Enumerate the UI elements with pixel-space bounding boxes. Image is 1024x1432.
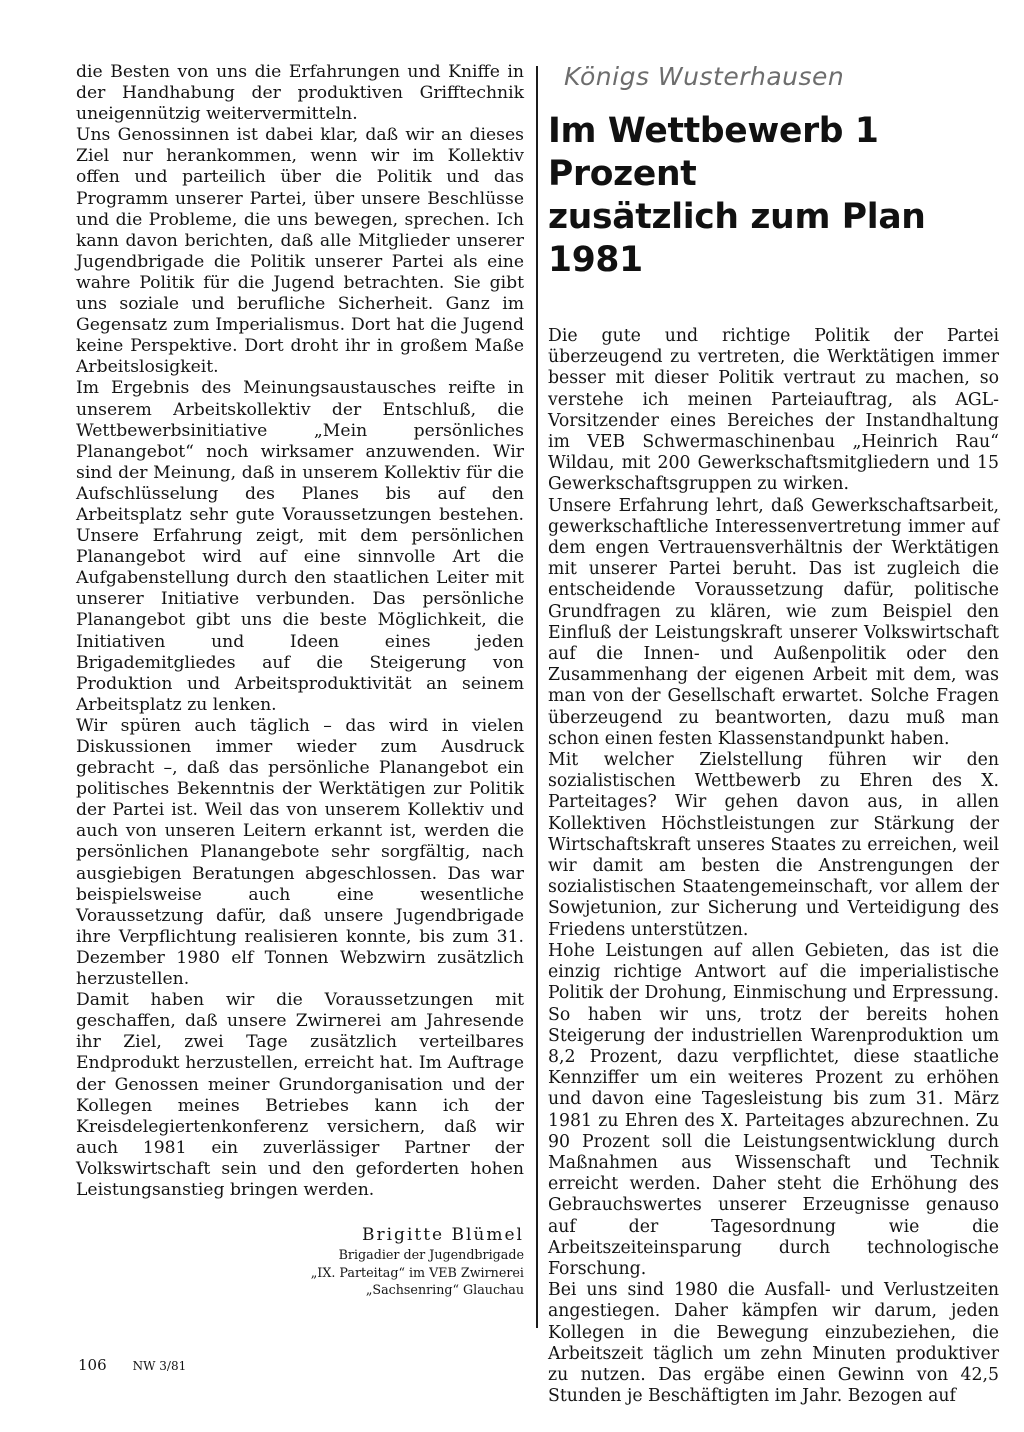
left-paragraph-4: Wir spüren auch täglich – das wird in vielen Diskussionen immer wieder zum Ausdruck gebracht –, daß das persönliche Planangebot ein politisches Bekenntnis der Werktätigen zur Politik der Partei ist. Weil das von unserem Kollektiv und auch von unseren Leitern erkannt ist, werden die persönlichen Planangebote sehr sorgfältig, nach ausgiebigen Beratungen abgeschlossen. Das war beispielsweise auch eine wesentliche Voraussetzung dafür, daß unsere Jugendbrigade ihre Verpflichtung realisieren konnte, bis zum 31. Dezember 1980 elf Tonnen Webzwirn zusätzlich herzustellen.	[76, 715, 524, 990]
left-paragraph-3: Im Ergebnis des Meinungsaustausches reifte in unserem Arbeitskollektiv der Entschluß, die Wettbewerbsinitiative „Mein persönliches Planangebot“ noch wirksamer anzuwenden. Wir sind der Meinung, daß in unserem Kollektiv für die Aufschlüsselung des Planes bis auf den Arbeitsplatz sehr gute Voraussetzungen bestehen. Unsere Erfahrung zeigt, mit dem persönlichen Planangebot wird auf eine sinnvolle Art die Aufgabenstellung durch den staatlichen Leiter mit unserer Initiative verbunden. Das persönliche Planangebot gibt uns die beste Möglichkeit, die Initiativen und Ideen eines jeden Brigademitgliedes auf die Steigerung von Produktion und Arbeitsproduktivität an seinem Arbeitsplatz zu lenken.	[76, 378, 524, 715]
article-headline	[548, 110, 999, 282]
headline-line-2: zusätzlich zum Plan 1981	[548, 197, 926, 280]
author-signature: Brigitte Blümel	[362, 1225, 524, 1246]
column-divider	[536, 66, 538, 1328]
right-paragraph-1: Die gute und richtige Politik der Partei überzeugend zu vertreten, die Werktätigen immer besser mit dieser Politik vertraut zu machen, so verstehe ich meinen Parteiauftrag, als AGL-Vorsitzender eines Bereiches der Instandhaltung im VEB Schwermaschinenbau „Heinrich Rau“ Wildau, mit 200 Gewerkschaftsmitgliedern und 15 Gewerkschaftsgruppen zu wirken.	[548, 326, 999, 495]
issue-reference: NW 3/81	[132, 1359, 187, 1373]
right-paragraph-3: Mit welcher Zielstellung führen wir den sozialistischen Wettbewerb zu Ehren des X. Parteitages? Wir gehen davon aus, in allen Kollektiven Höchstleistungen zur Stärkung der Wirtschaftskraft unseres Staates zu erreichen, weil wir damit am besten die Anstrengungen der sozialistischen Staatengemeinschaft, vor allem der Sowjetunion, zur Sicherung und Verteidigung des Friedens unterstützen.	[548, 750, 999, 940]
author-affiliation-line-3: „Sachsenring“ Glauchau	[365, 1282, 524, 1298]
right-paragraph-4: Hohe Leistungen auf allen Gebieten, das ist die einzig richtige Antwort auf die imperialistische Politik der Drohung, Einmischung und Erpressung. So haben wir uns, trotz der bereits hohen Steigerung der industriellen Warenproduktion um 8,2 Prozent, dazu verpflichtet, diese staatliche Kennziffer um ein weiteres Prozent zu erhöhen und davon eine Tagesleistung bis zum 31. März 1981 zu Ehren des X. Parteitages abzurechnen. Zu 90 Prozent soll die Leistungsentwicklung durch Maßnahmen aus Wissenschaft und Technik erreicht werden. Daher steht die Erhöhung des Gebrauchswertes unserer Erzeugnisse genauso auf der Tagesordnung wie die Arbeitszeiteinsparung durch technologische Forschung.	[548, 940, 999, 1279]
page-number: 106	[78, 1356, 107, 1374]
right-paragraph-5: Bei uns sind 1980 die Ausfall- und Verlustzeiten angestiegen. Daher kämpfen wir darum, jeden Kollegen in die Bewegung einzubeziehen, die Arbeitszeit täglich um zehn Minuten produktiver zu nutzen. Das ergäbe einen Gewinn von 42,5 Stunden je Beschäftigten im Jahr. Bezogen auf	[548, 1280, 999, 1407]
article-location-kicker: Königs Wusterhausen	[564, 62, 845, 91]
left-column	[76, 62, 524, 1298]
page-footer	[78, 1356, 186, 1374]
author-affiliation-line-1: Brigadier der Jugendbrigade	[338, 1247, 524, 1263]
left-paragraph-1: die Besten von uns die Erfahrungen und Kniffe in der Handhabung der produktiven Grifftechnik uneigennützig weitervermitteln.	[76, 62, 524, 125]
headline-line-1: Im Wettbewerb 1 Prozent	[548, 111, 879, 194]
author-affiliation-line-2: „IX. Parteitag“ im VEB Zwirnerei	[310, 1264, 524, 1280]
right-column	[548, 62, 999, 1407]
left-paragraph-5: Damit haben wir die Voraussetzungen mit geschaffen, daß unsere Zwirnerei am Jahresende ihr Ziel, zwei Tage zusätzlich verteilbares Endprodukt herzustellen, erreicht hat. Im Auftrage der Genossen meiner Grundorganisation und der Kollegen meines Betriebes kann ich der Kreisdelegiertenkonferenz versichern, daß wir auch 1981 ein zuverlässiger Partner der Volkswirtschaft sein und den geforderten hohen Leistungsanstieg bringen werden.	[76, 990, 524, 1200]
right-paragraph-2: Unsere Erfahrung lehrt, daß Gewerkschaftsarbeit, gewerkschaftliche Interessenvertretung immer auf dem engen Vertrauensverhältnis der Werktätigen mit unserer Partei beruht. Das ist zugleich die entscheidende Voraussetzung dafür, politische Grundfragen zu klären, wie zum Beispiel den Einfluß der Leistungskraft unserer Volkswirtschaft auf die Innen- und Außenpolitik oder den Zusammenhang der eigenen Arbeit mit dem, was man von der Gesellschaft erwartet. Solche Fragen überzeugend zu beantworten, dazu muß man schon einen festen Klassenstandpunkt haben.	[548, 495, 999, 749]
left-paragraph-2: Uns Genossinnen ist dabei klar, daß wir an dieses Ziel nur herankommen, wenn wir im Kollektiv offen und parteilich über die Politik und das Programm unserer Partei, über unsere Beschlüsse und die Probleme, die uns bewegen, sprechen. Ich kann davon berichten, daß alle Mitglieder unserer Jugendbrigade die Politik unserer Partei als eine wahre Politik für die Jugend betrachten. Sie gibt uns soziale und berufliche Sicherheit. Ganz im Gegensatz zum Imperialismus. Dort hat die Jugend keine Perspektive. Dort droht ihr in großem Maße Arbeitslosigkeit.	[76, 125, 524, 378]
